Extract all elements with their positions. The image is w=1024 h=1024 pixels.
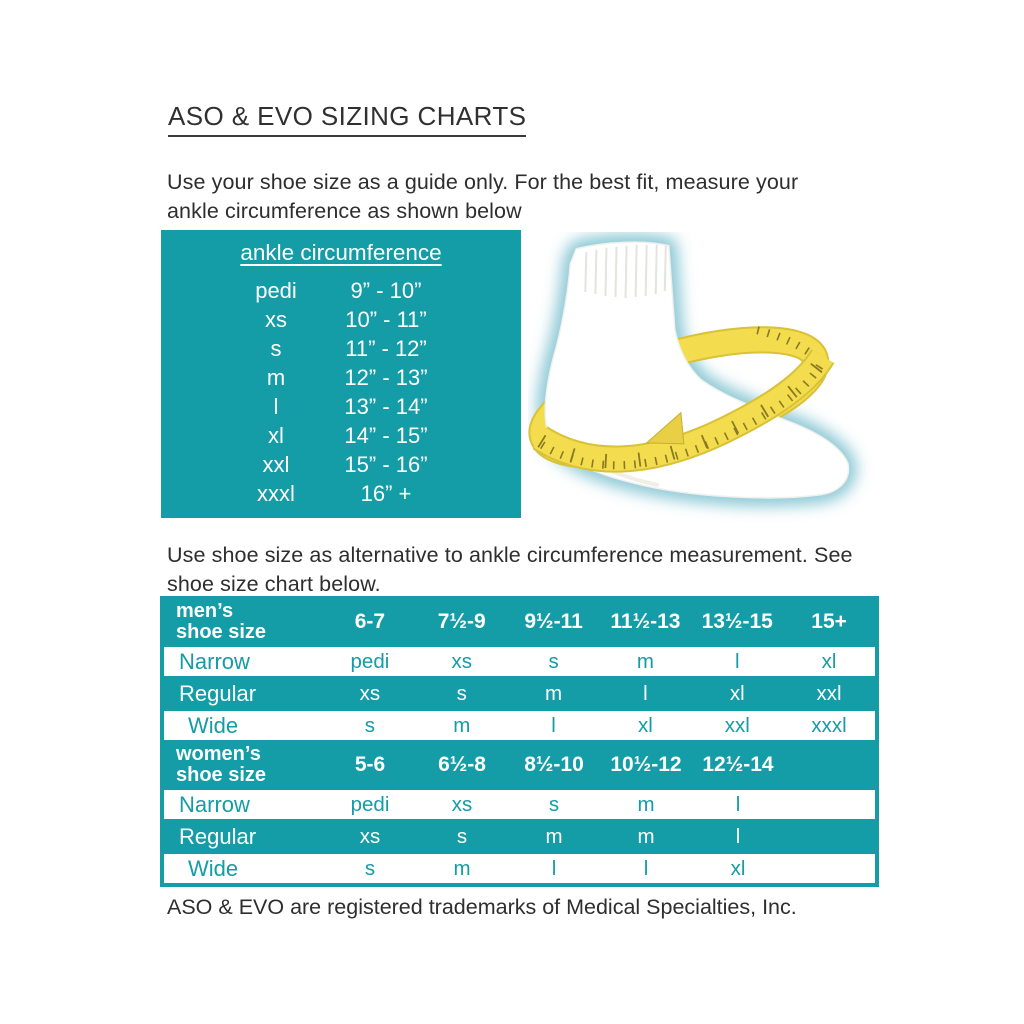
ankle-circumference-panel	[161, 230, 521, 518]
size-cell: s	[364, 713, 376, 737]
size-cell: m	[453, 713, 471, 737]
ankle-row	[221, 363, 441, 392]
size-cell: l	[551, 713, 556, 737]
ankle-row	[221, 276, 441, 305]
mens-regular-row	[164, 679, 875, 708]
size-cell: xs	[359, 824, 381, 848]
womens-label-line1: women’s	[176, 743, 261, 765]
ankle-size-label: xxl	[262, 451, 290, 477]
mens-col-header: 15+	[811, 610, 847, 633]
row-label: Wide	[188, 712, 239, 738]
ankle-row	[221, 450, 441, 479]
mens-narrow-row	[164, 647, 875, 676]
ankle-row	[221, 421, 441, 450]
ankle-row	[221, 305, 441, 334]
womens-wide-row	[164, 854, 875, 883]
size-cell: xs	[451, 649, 472, 673]
mens-col-header: 13½-15	[701, 610, 773, 633]
ankle-size-label: m	[266, 364, 286, 390]
foot-measure-illustration	[528, 232, 880, 527]
row-label: Narrow	[179, 648, 250, 674]
size-cell: m	[637, 824, 655, 848]
ankle-size-range: 10” - 11”	[345, 306, 427, 332]
mens-col-header: 6-7	[354, 610, 386, 633]
page-title: ASO & EVO SIZING CHARTS	[168, 101, 526, 137]
womens-narrow-row	[164, 790, 875, 819]
ankle-size-label: xxxl	[257, 480, 295, 506]
womens-col-header: 8½-10	[524, 753, 584, 776]
womens-label-line2: shoe size	[176, 764, 267, 786]
mens-header-row	[164, 600, 875, 644]
row-label: Narrow	[179, 791, 250, 817]
ankle-size-range: 12” - 13”	[344, 364, 428, 390]
size-cell: m	[636, 649, 654, 673]
ankle-chart-rows	[161, 276, 521, 508]
size-cell: l	[643, 681, 648, 705]
size-cell: xl	[638, 713, 653, 737]
ankle-row	[221, 479, 441, 508]
shoe-size-table	[160, 596, 879, 887]
intro-line-2: ankle circumference as shown below	[167, 199, 522, 223]
size-cell: l	[551, 856, 557, 880]
size-cell: s	[548, 649, 559, 673]
size-cell: l	[643, 856, 649, 880]
row-label: Regular	[179, 680, 257, 706]
ankle-size-label: l	[273, 393, 279, 419]
ankle-size-range: 14” - 15”	[344, 422, 428, 448]
size-cell: xl	[730, 856, 746, 880]
ankle-size-label: xl	[268, 422, 284, 448]
alternative-text	[167, 541, 907, 599]
size-cell: xl	[729, 681, 745, 705]
ankle-size-range: 13” - 14”	[344, 393, 428, 419]
size-cell: m	[545, 824, 563, 848]
ankle-row	[221, 334, 441, 363]
row-label: Wide	[188, 855, 239, 881]
ankle-row	[221, 392, 441, 421]
ankle-size-range: 11” - 12”	[345, 335, 427, 361]
womens-regular-row	[164, 822, 875, 851]
mens-col-header: 11½-13	[610, 610, 681, 633]
womens-col-header: 5-6	[354, 753, 386, 776]
size-cell: xxl	[724, 713, 750, 737]
ankle-size-range: 16” +	[360, 480, 412, 506]
mens-wide-row	[164, 711, 875, 740]
womens-col-header: 12½-14	[702, 753, 774, 776]
size-cell: s	[548, 792, 560, 816]
size-cell: s	[456, 824, 468, 848]
ankle-size-label: xs	[265, 306, 287, 332]
row-label: Regular	[179, 823, 257, 849]
size-cell: l	[734, 649, 740, 673]
size-cell: xxl	[816, 681, 842, 705]
size-cell: xxxl	[811, 713, 847, 737]
ankle-size-label: pedi	[255, 277, 297, 303]
mens-label-line1: men’s	[176, 600, 234, 622]
womens-col-header: 6½-8	[438, 753, 486, 776]
trademark-footer: ASO & EVO are registered trademarks of Medical Specialties, Inc.	[167, 895, 797, 919]
mens-col-header: 9½-11	[524, 610, 583, 633]
size-cell: xl	[821, 649, 837, 673]
ankle-chart-title: ankle circumference	[240, 240, 442, 265]
ankle-size-range: 9” - 10”	[350, 277, 422, 303]
size-cell: pedi	[350, 649, 390, 673]
mens-col-header: 7½-9	[437, 610, 486, 633]
size-cell: l	[735, 824, 741, 848]
ankle-size-label: s	[270, 335, 282, 361]
size-cell: m	[453, 856, 471, 880]
ankle-size-range: 15” - 16”	[344, 451, 428, 477]
size-cell: l	[735, 792, 741, 816]
size-cell: xs	[359, 681, 381, 705]
alt-line-1: Use shoe size as alternative to ankle circumference measurement. See	[167, 543, 853, 567]
womens-col-header: 10½-12	[610, 753, 682, 776]
womens-header-label	[164, 744, 324, 786]
size-cell: s	[364, 856, 376, 880]
mens-label-line2: shoe size	[176, 621, 267, 643]
size-cell: m	[545, 681, 563, 705]
mens-header-label	[164, 601, 324, 643]
intro-text	[167, 168, 867, 226]
intro-line-1: Use your shoe size as a guide only. For the best fit, measure your	[167, 170, 799, 194]
size-cell: s	[456, 681, 467, 705]
size-cell: xs	[451, 792, 473, 816]
alt-line-2: shoe size chart below.	[167, 572, 381, 596]
size-cell: pedi	[350, 792, 390, 816]
size-cell: m	[637, 792, 655, 816]
womens-header-row	[164, 743, 875, 787]
